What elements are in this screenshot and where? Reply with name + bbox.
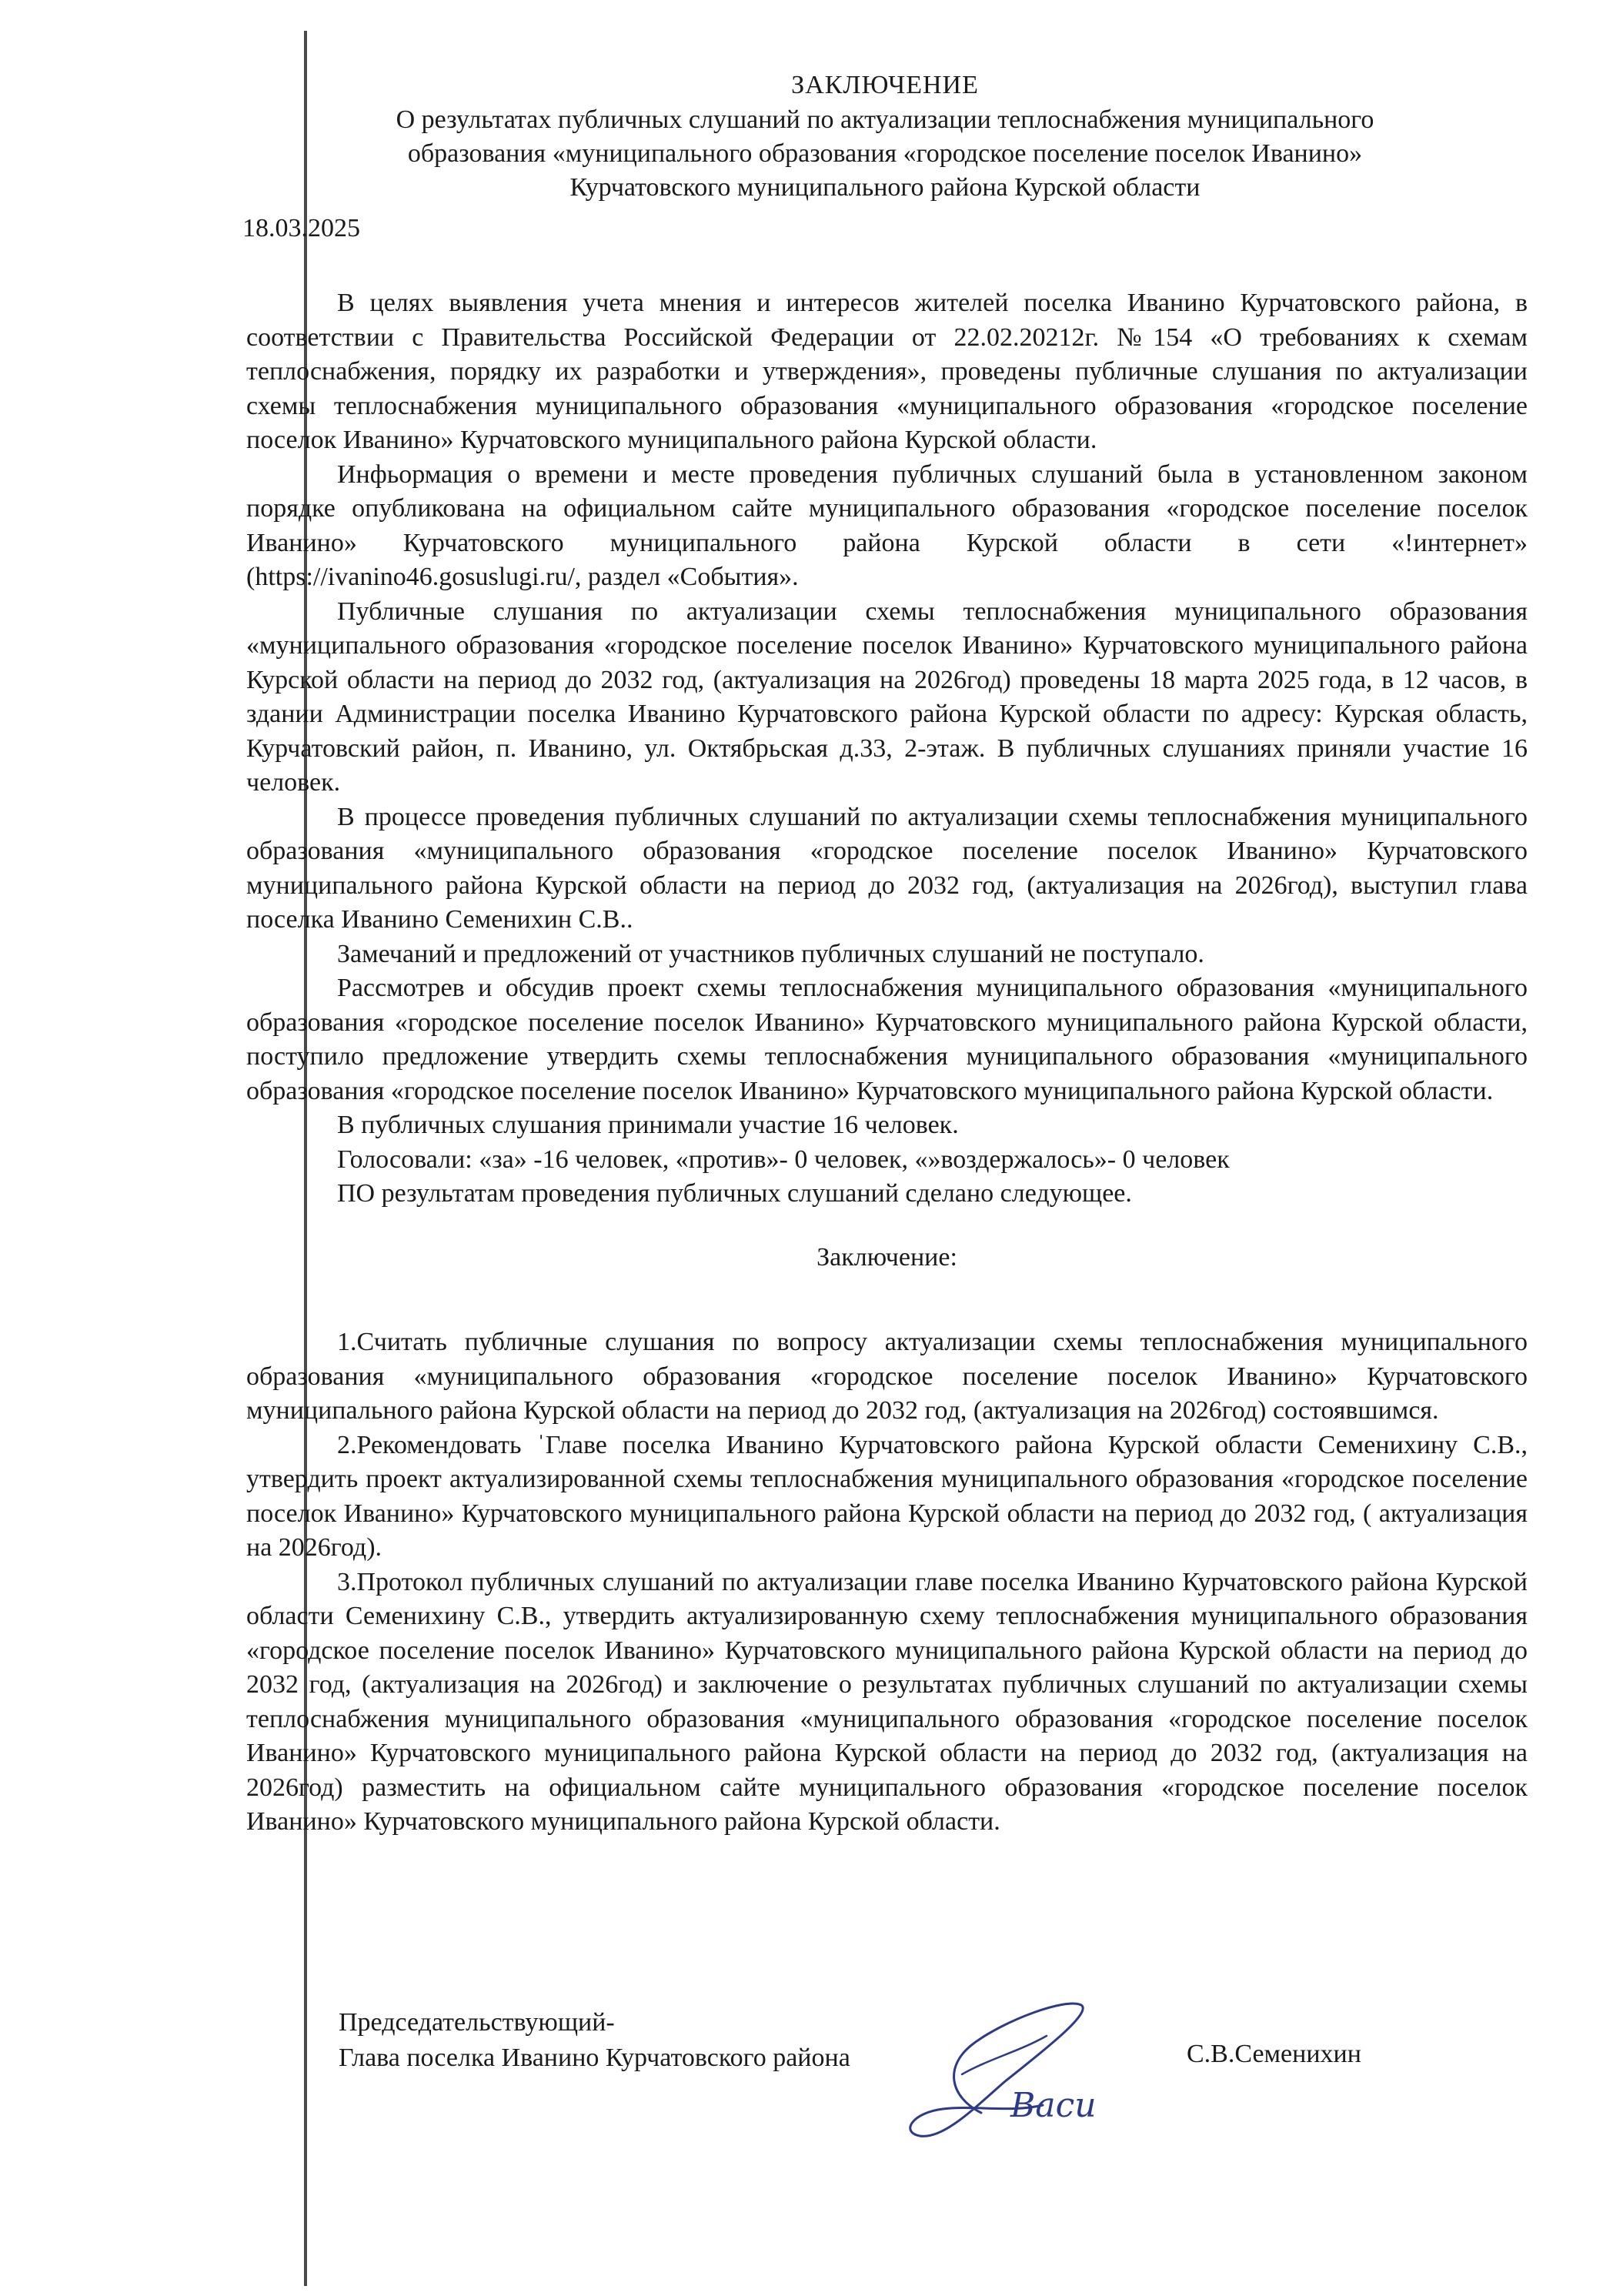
body-paragraph: Замечаний и предложений от участников публичных слушаний не поступало. (337, 939, 1204, 968)
body-paragraph: Рассмотрев и обсудив проект схемы теплоснабжения муниципального образования «муниципального образования «городское поселение поселок Иванино» Курчатовского муниципального района Курской области, поступило предложение утвердить схемы теплоснабжения муниципального образования «муниципального образования «городское поселение поселок Иванино» Курчатовского муниципального района Курской области. (246, 974, 1528, 1105)
subtitle-line: О результатах публичных слушаний по актуализации теплоснабжения муниципального (396, 105, 1374, 134)
body-paragraph: В целях выявления учета мнения и интересов жителей поселка Иванино Курчатовского района, в соответствии с Правительства Российской Федерации от 22.02.20212г. №154 «О требованиях к схемам теплоснабжения, порядку их разработки и утверждения», проведены публичные слушания по актуализации схемы теплоснабжения муниципального образования «муниципального образования «городское поселение поселок Иванино» Курчатовского муниципального района Курской области. (246, 289, 1528, 454)
document-body (246, 286, 1528, 1840)
body-paragraph: Публичные слушания по актуализации схемы теплоснабжения муниципального образования «муниципального образования «городское поселение поселок Иванино» Курчатовского муниципального района Курской области на период до 2032 год, (актуализация на 2026год) проведены 18 марта 2025 года, в 12 часов, в здании Администрации поселка Иванино Курчатовского района Курской области по адресу: Курская область, Курчатовский район, п. Иванино, ул. Октябрьская д.33, 2-этаж. В публичных слушаниях приняли участие 16 человек. (246, 597, 1528, 797)
signatory-position: Глава поселка Иванино Курчатовского района (339, 2044, 850, 2072)
conclusion-heading: Заключение: (817, 1242, 957, 1272)
document-title: ЗАКЛЮЧЕНИЕ (791, 71, 979, 99)
body-paragraph: ПО результатам проведения публичных слушаний сделано следующее. (337, 1179, 1132, 1208)
subtitle-line: образования «муниципального образования «городское поселение поселок Иванино» (407, 139, 1363, 168)
body-paragraph: В процессе проведения публичных слушаний по актуализации схемы теплоснабжения муниципального образования «муниципального образования «городское поселение поселок Иванино» Курчатовского муниципального района Курской области на период до 2032 год, (актуализация на 2026год), выступил глава поселка Иванино Семенихин С.В.. (246, 802, 1528, 934)
handwritten-signature (889, 1982, 1150, 2167)
body-paragraph: Голосовали: «за» -16 человек, «против»- 0 человек, «»воздержалось»- 0 человек (337, 1145, 1230, 1174)
body-paragraph: В публичных слушания принимали участие 16 человек. (337, 1111, 959, 1139)
signatory-role: Председательствующий- (339, 2008, 615, 2037)
conclusion-item: 3.Протокол публичных слушаний по актуализации главе поселка Иванино Курчатовского района Курской области Семенихину С.В., утвердить актуализированную схему теплоснабжения муниципального образования «городское поселение поселок Иванино» Курчатовского муниципального района Курской области на период до 2032 год, (актуализация на 2026год) и заключение о результатах публичных слушаний по актуализации схемы теплоснабжения муниципального образования «муниципального образования «городское поселение поселок Иванино» Курчатовского муниципального района Курской области на период до 2032 год, (актуализация на 2026год) разместить на официальном сайте муниципального образования «городское поселение поселок Иванино» Курчатовского муниципального района Курской области. (246, 1567, 1528, 1836)
subtitle-line: Курчатовского муниципального района Курской области (569, 173, 1201, 202)
document-date: 18.03.2025 (242, 214, 360, 242)
signatory-name: С.В.Семенихин (1187, 2040, 1361, 2068)
document-subtitle (231, 103, 1539, 205)
body-paragraph: Инфьормация о времени и месте проведения публичных слушаний была в установленном законом порядке опубликована на официальном сайте муниципального образования «городское поселение поселок Иванино» Курчатовского муниципального района Курской области в сети «!интернет» (https://ivanino46.gosuslugi.ru/, раздел «События». (246, 460, 1528, 591)
conclusion-item: 2.Рекомендовать ˈГлаве поселка Иванино Курчатовского района Курской области Семенихину С.В., утвердить проект актуализированной схемы теплоснабжения муниципального образования «городское поселение поселок Иванино» Курчатовского муниципального района Курской области на период до 2032 год, ( актуализация на 2026год). (246, 1430, 1528, 1562)
signatory-block (339, 2005, 850, 2076)
conclusion-item: 1.Считать публичные слушания по вопросу актуализации схемы теплоснабжения муниципального образования «муниципального образования «городское поселение поселок Иванино» Курчатовского муниципального района Курской области на период до 2032 год, (актуализация на 2026год) состоявшимся. (246, 1328, 1528, 1425)
signature-scribble: Васи (1010, 2086, 1097, 2125)
